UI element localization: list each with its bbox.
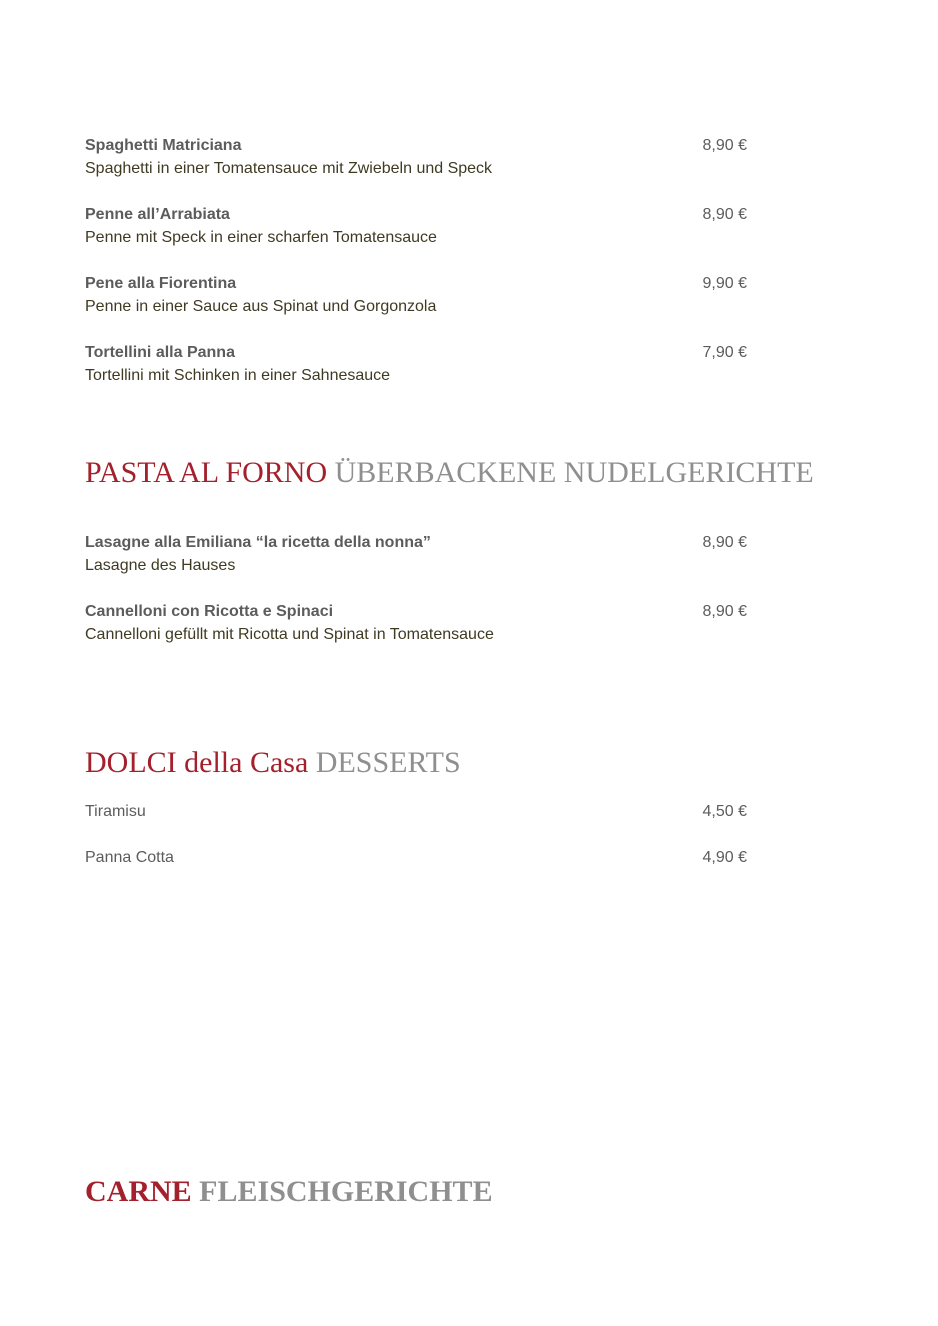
section-title-german: DESSERTS: [315, 746, 461, 779]
item-description: Penne in einer Sauce aus Spinat und Gorgonzola: [85, 298, 437, 315]
menu-item: [85, 600, 747, 646]
menu-item: [85, 203, 747, 249]
item-description: Penne mit Speck in einer scharfen Tomatensauce: [85, 229, 437, 246]
section-title-italian: CARNE: [85, 1175, 192, 1208]
menu-item: [85, 341, 747, 387]
item-price: 4,50 €: [702, 803, 747, 820]
item-name: Lasagne alla Emiliana “la ricetta della nonna”: [85, 534, 431, 551]
section-title-carne: [85, 1175, 493, 1209]
item-description: Spaghetti in einer Tomatensauce mit Zwiebeln und Speck: [85, 160, 493, 177]
item-price: 4,90 €: [702, 849, 747, 866]
section-title-german: FLEISCHGERICHTE: [199, 1175, 493, 1208]
section-title-pasta-al-forno: [85, 456, 814, 490]
item-description: Tortellini mit Schinken in einer Sahnesauce: [85, 367, 391, 384]
item-price: 8,90 €: [702, 206, 747, 223]
menu-item: [85, 846, 747, 869]
item-price: 7,90 €: [702, 344, 747, 361]
menu-item: [85, 272, 747, 318]
item-name: Tiramisu: [85, 803, 146, 820]
item-name: Spaghetti Matriciana: [85, 137, 242, 154]
item-price: 8,90 €: [702, 603, 747, 620]
menu-item: [85, 800, 747, 823]
item-name: Penne all’Arrabiata: [85, 206, 230, 223]
item-description: Cannelloni gefüllt mit Ricotta und Spinat in Tomatensauce: [85, 626, 494, 643]
item-name: Pene alla Fiorentina: [85, 275, 237, 292]
menu-item: [85, 134, 747, 180]
section-title-german: ÜBERBACKENE NUDELGERICHTE: [334, 456, 814, 489]
menu-item: [85, 531, 747, 577]
item-description: Lasagne des Hauses: [85, 557, 236, 574]
item-name: Cannelloni con Ricotta e Spinaci: [85, 603, 334, 620]
section-title-italian: PASTA AL FORNO: [85, 456, 328, 489]
item-price: 9,90 €: [702, 275, 747, 292]
item-name: Panna Cotta: [85, 849, 174, 866]
section-title-italian: DOLCI della Casa: [85, 746, 309, 779]
item-price: 8,90 €: [702, 534, 747, 551]
item-name: Tortellini alla Panna: [85, 344, 235, 361]
item-price: 8,90 €: [702, 137, 747, 154]
section-title-dolci: [85, 746, 461, 780]
